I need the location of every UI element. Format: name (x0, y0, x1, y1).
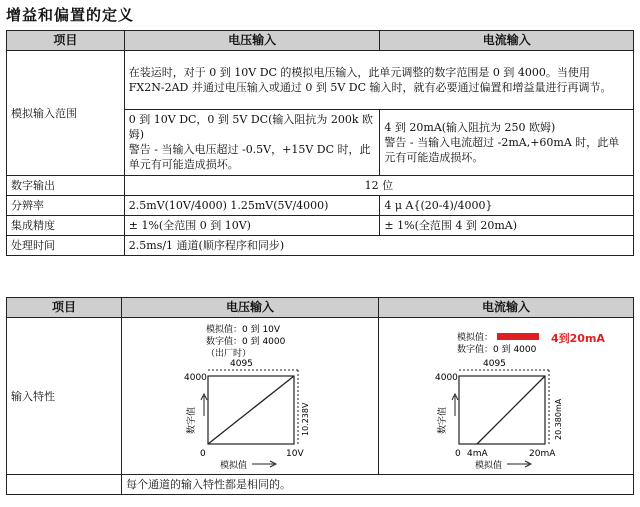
table-row (7, 236, 634, 256)
current-chart-analog-corrected: 4到20mA (551, 332, 605, 345)
table-header-row (7, 298, 634, 318)
table-row (7, 216, 634, 236)
current-chart-x-left-tick: 4mA (467, 449, 488, 459)
current-chart-top-value: 4095 (483, 359, 506, 369)
resolution-current: 4 μ A{(20-4)/4000} (380, 196, 634, 216)
current-chart-x-right-tick: 20mA (529, 449, 556, 459)
voltage-chart-top-value: 4095 (230, 359, 253, 369)
header-voltage: 电压输入 (122, 298, 379, 318)
current-range: 4 到 20mA(输入阻抗为 250 欧姆) (384, 121, 556, 134)
header-item: 项目 (7, 298, 122, 318)
voltage-chart-y-axis-label: 数字值 (187, 406, 197, 434)
strike-mark (497, 333, 539, 340)
table-row (7, 318, 634, 475)
page-title: 增益和偏置的定义 (6, 6, 135, 24)
voltage-chart-cell (122, 318, 379, 475)
voltage-range: 0 到 10V DC，0 到 5V DC(输入阻抗为 200k 欧姆) (128, 113, 374, 141)
current-range-cell (380, 110, 634, 176)
current-chart-digital-line: 数字值：0 到 4000 (457, 345, 537, 355)
current-chart-origin: 0 (455, 449, 461, 459)
row-label-digital-output: 数字输出 (7, 176, 125, 196)
current-chart-y-axis-label: 数字值 (438, 406, 448, 434)
header-voltage: 电压输入 (124, 31, 380, 51)
row-label-resolution: 分辨率 (7, 196, 125, 216)
table-row (7, 475, 634, 495)
digital-output-value: 12 位 (124, 176, 633, 196)
header-item: 项目 (7, 31, 125, 51)
intro-text: 在装运时，对于 0 到 10V DC 的模拟电压输入，此单元调整的数字范围是 0 到 4000。当使用 FX2N-2AD 并通过电压输入或通过 0 到 5V DC 输入时，就有必要通过偏置和增益量进行再调节。 (124, 51, 633, 110)
voltage-chart-origin: 0 (200, 449, 206, 459)
voltage-range-cell (124, 110, 380, 176)
table-row (7, 176, 634, 196)
resolution-voltage: 2.5mV(10V/4000) 1.25mV(5V/4000) (124, 196, 380, 216)
row-label-processing-time: 处理时间 (7, 236, 125, 256)
table-row (7, 196, 634, 216)
header-current: 电流输入 (380, 31, 634, 51)
accuracy-voltage: ± 1%(全范围 0 到 10V) (124, 216, 380, 236)
row-label-input-characteristics: 输入特性 (7, 318, 122, 475)
processing-time-value: 2.5ms/1 通道(顺序程序和同步) (124, 236, 633, 256)
voltage-characteristic-chart (122, 318, 378, 470)
spec-table (6, 30, 634, 256)
table-header-row (7, 31, 634, 51)
current-characteristic-line (477, 376, 545, 444)
voltage-chart-x-axis-label: 模拟值 (220, 461, 248, 470)
footer-note: 每个通道的输入特性都是相同的。 (122, 475, 634, 495)
voltage-characteristic-line (208, 376, 294, 444)
voltage-chart-y-top-tick: 4000 (184, 373, 207, 383)
header-current: 电流输入 (379, 298, 634, 318)
accuracy-current: ± 1%(全范围 4 到 20mA) (380, 216, 634, 236)
row-label-accuracy: 集成精度 (7, 216, 125, 236)
characteristics-table (6, 297, 634, 495)
voltage-warning: 警告 - 当输入电压超过 -0.5V，+15V DC 时，此单元有可能造成损坏。 (128, 143, 371, 171)
voltage-chart-right-value: 10.238V (301, 402, 310, 436)
current-characteristic-chart (379, 318, 633, 470)
row-label-analog-range: 模拟输入范围 (7, 51, 125, 176)
voltage-chart-x-right-tick: 10V (286, 449, 304, 459)
current-chart-x-axis-label: 模拟值 (475, 461, 503, 470)
footer-blank-cell (7, 475, 122, 495)
voltage-chart-factory-line: （出厂时） (206, 349, 252, 359)
voltage-chart-analog-line: 模拟值：0 到 10V (206, 325, 281, 335)
current-chart-cell (379, 318, 634, 475)
table-row (7, 51, 634, 110)
current-warning: 警告 - 当输入电流超过 -2mA,+60mA 时，此单元有可能造成损坏。 (384, 136, 620, 164)
current-chart-frame (459, 376, 545, 444)
current-chart-analog-line: 模拟值： (457, 333, 494, 343)
current-chart-right-value: 20.380mA (554, 398, 563, 440)
voltage-chart-digital-line: 数字值：0 到 4000 (206, 337, 286, 347)
current-chart-y-top-tick: 4000 (435, 373, 458, 383)
